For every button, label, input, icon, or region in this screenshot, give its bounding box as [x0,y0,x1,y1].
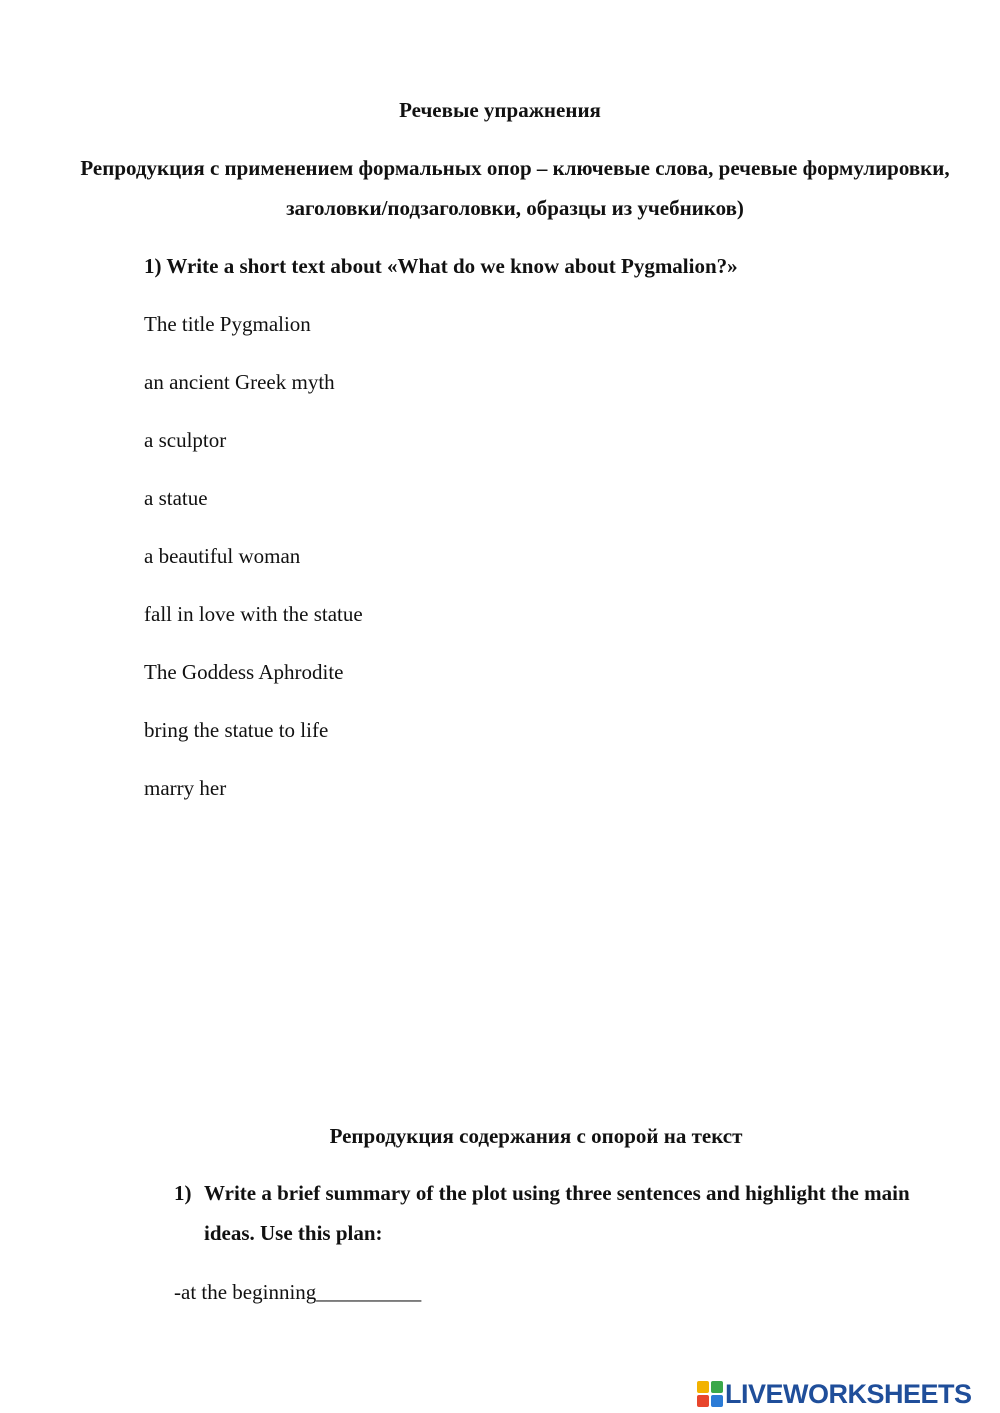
list-item: bring the statue to life [144,718,329,742]
logo-square-green [711,1381,723,1393]
task2-instruction [174,1173,934,1253]
task2-text: Write a brief summary of the plot using three sentences and highlight the main ideas. Use this plan: [204,1181,910,1245]
liveworksheets-logo [697,1378,972,1410]
list-item: The title Pygmalion [144,312,311,336]
logo-square-yellow [697,1381,709,1393]
keyword-list [144,304,363,826]
list-item: The Goddess Aphrodite [144,660,344,684]
logo-square-blue [711,1395,723,1407]
list-item: a statue [144,486,208,510]
page-title: Речевые упражнения [399,98,601,122]
logo-mark-icon [697,1381,723,1407]
list-item: fall in love with the statue [144,602,363,626]
page-subtitle: Репродукция с применением формальных опор – ключевые слова, речевые формулировки, заголовки/подзаголовки, образцы из учебников) [80,156,950,220]
list-item: a sculptor [144,428,227,452]
list-item: marry her [144,776,227,800]
task1-heading: 1) Write a short text about «What do we know about Pygmalion?» [144,254,738,278]
logo-square-red [697,1395,709,1407]
list-item: a beautiful woman [144,544,301,568]
task2-number: 1) [174,1181,192,1205]
plan-line-beginning: -at the beginning__________ [174,1280,422,1304]
logo-text: LIVEWORKSHEETS [725,1378,972,1409]
list-item: an ancient Greek myth [144,370,335,394]
section2-title: Репродукция содержания с опорой на текст [329,1124,743,1148]
